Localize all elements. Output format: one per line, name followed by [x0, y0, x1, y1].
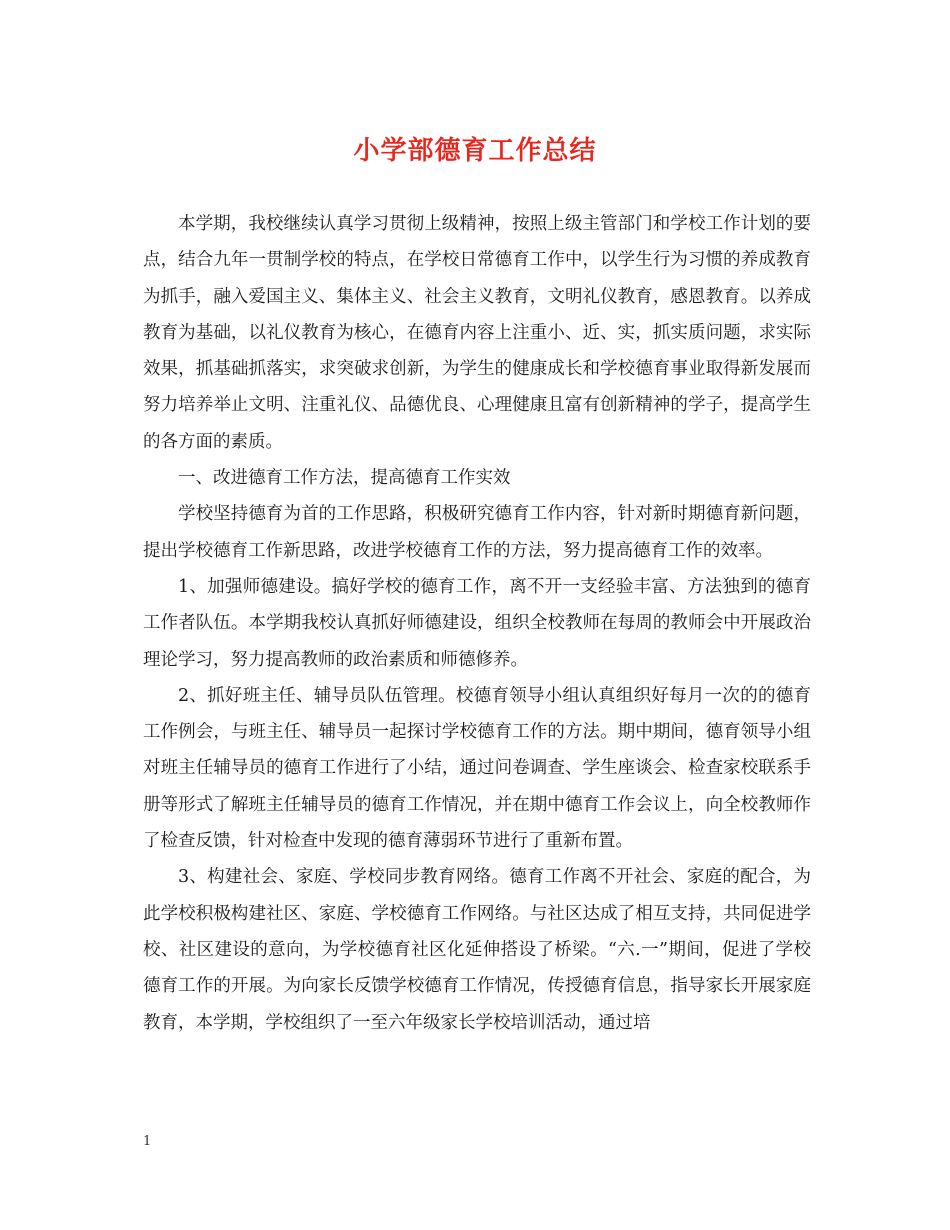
paragraph-item-3: 3、构建社会、家庭、学校同步教育网络。德育工作离不开社会、家庭的配合，为此学校积极构建社区、家庭、学校德育工作网络。与社区达成了相互支持，共同促进学校、社区建设的意向，为学校德育社区化延伸搭设了桥梁。“六.一”期间，促进了学校德育工作的开展。为向家长反馈学校德育工作情况，传授德育信息，指导家长开展家庭教育，本学期，学校组织了一至六年级家长学校培训活动，通过培: [143, 867, 811, 1033]
section-heading-1: 一、改进德育工作方法，提高德育工作实效: [178, 468, 511, 489]
paragraph-item-2: 2、抓好班主任、辅导员队伍管理。校德育领导小组认真组织好每月一次的的德育工作例会，与班主任、辅导员一起探讨学校德育工作的方法。期中期间，德育领导小组对班主任辅导员的德育工作进行了小结，通过问卷调查、学生座谈会、检查家校联系手册等形式了解班主任辅导员的德育工作情况，并在期中德育工作会议上，向全校教师作了检查反馈，针对检查中发现的德育薄弱环节进行了重新布置。: [143, 685, 811, 852]
document-title: 小学部德育工作总结: [353, 136, 597, 166]
page-number: 1: [143, 1134, 152, 1149]
document-body: [143, 206, 811, 1041]
paragraph-section-1: 学校坚持德育为首的工作思路，积极研究德育工作内容，针对新时期德育新问题，提出学校德育工作新思路，改进学校德育工作的方法，努力提高德育工作的效率。: [143, 504, 811, 561]
paragraph-intro: 本学期，我校继续认真学习贯彻上级精神，按照上级主管部门和学校工作计划的要点，结合九年一贯制学校的特点，在学校日常德育工作中，以学生行为习惯的养成教育为抓手，融入爱国主义、集体主义、社会主义教育，文明礼仪教育，感恩教育。以养成教育为基础，以礼仪教育为核心，在德育内容上注重小、近、实，抓实质问题，求实际效果，抓基础抓落实，求突破求创新，为学生的健康成长和学校德育事业取得新发展而努力培养举止文明、注重礼仪、品德优良、心理健康且富有创新精神的学子，提高学生的各方面的素质。: [143, 214, 811, 452]
paragraph-item-1: 1、加强师德建设。搞好学校的德育工作，离不开一支经验丰富、方法独到的德育工作者队伍。本学期我校认真抓好师德建设，组织全校教师在每周的教师会中开展政治理论学习，努力提高教师的政治素质和师德修养。: [143, 576, 811, 670]
